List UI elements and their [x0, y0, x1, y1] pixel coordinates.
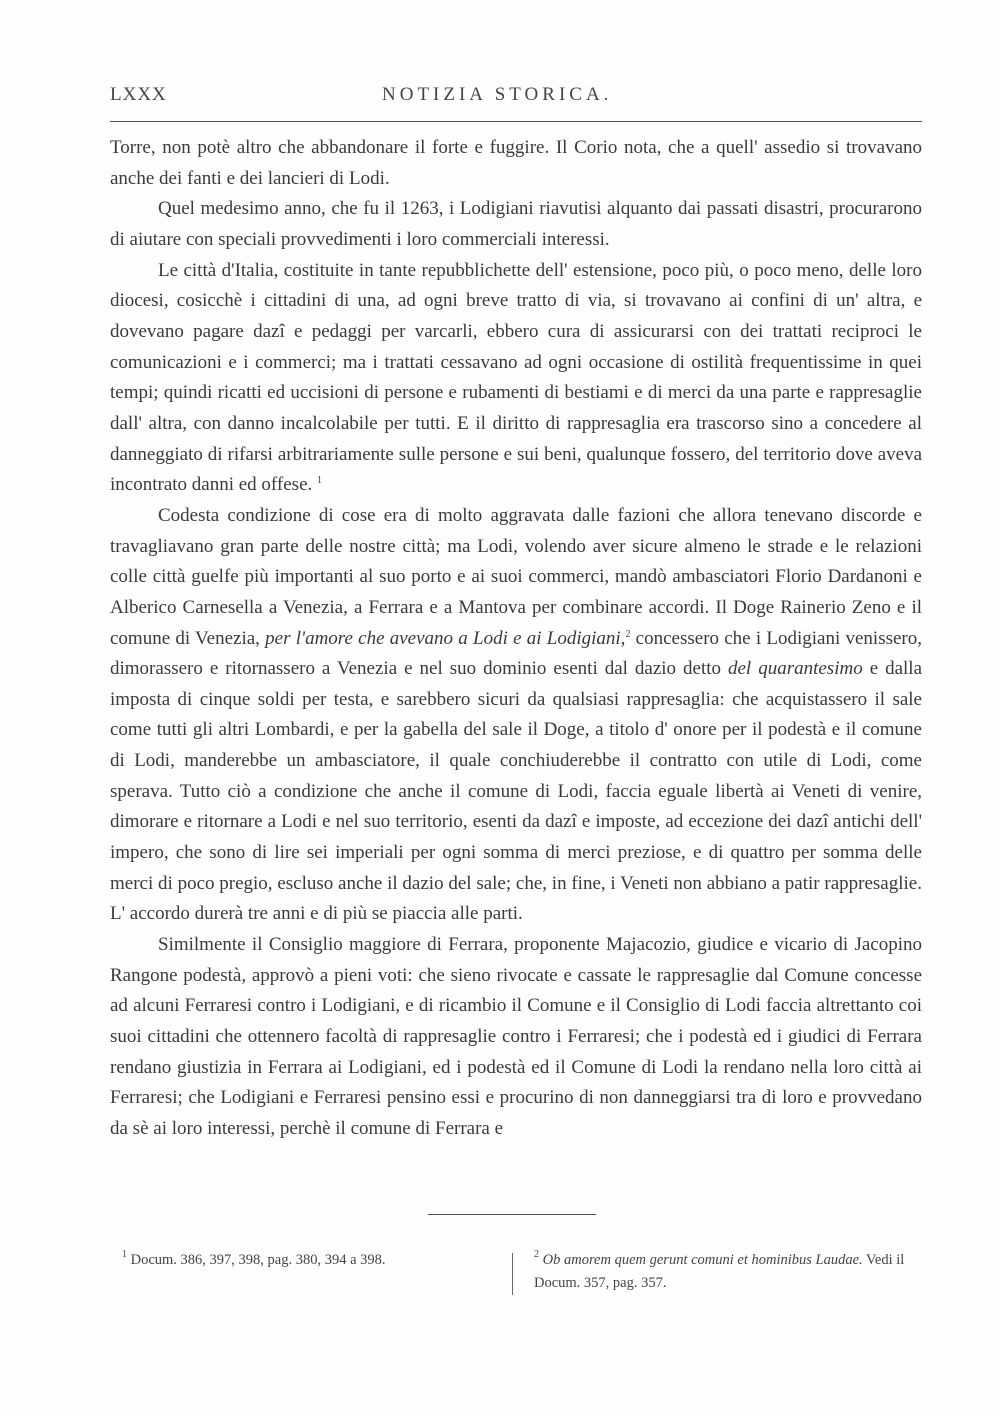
paragraph-2 — [110, 194, 922, 255]
main-text — [110, 133, 922, 1145]
paragraph-4-text-a: Codesta condizione di cose era di molto aggravata dalle fazioni che allora tenevano discorde e travagliavano gran parte delle nostre città; ma Lodi, volendo aver sicure almeno le strade e le relazioni colle città guelfe più importanti al suo porto e ai suoi commerci, mandò ambasciatori Florio Dardanoni e Alberico Carnesella a Venezia, a Ferrara e a Mantova per combinare accordi. Il Doge Rainerio Zeno e il comune di Venezia, — [110, 504, 922, 649]
footnote-2 — [534, 1249, 924, 1295]
paragraph-4 — [110, 501, 922, 930]
paragraph-3-text: Le città d'Italia, costituite in tante repubblichette dell' estensione, poco più, o poco meno, delle loro diocesi, cosicchè i cittadini di una, ad ogni breve tratto di via, si trovavano ai confini di un' altra, e dovevano pagare dazî e pedaggi per varcarli, ebbero cura di assicurarsi con dei trattati reciproci le comunicazioni e i commerci; ma i trattati cessavano ad ogni occasione di ostilità frequentissime in quei tempi; quindi ricatti ed uccisioni di persone e rubamenti di bestiami e di merci da una parte e rappresaglie dall' altra, con danno incalcolabile per tutti. E il diritto di rappresaglia era trascorso sino a concedere al danneggiato di rifarsi arbitrariamente sulle persone e sui beni, qualunque fossero, del territorio dove aveva incontrato danni ed offese. — [110, 259, 922, 496]
page-number: LXXX — [110, 84, 167, 105]
paragraph-4-quote: per l'amore che avevano a Lodi e ai Lodigiani, — [265, 627, 626, 649]
footnote-divider — [512, 1253, 513, 1295]
footnote-ref-1: 1 — [317, 475, 322, 487]
paragraph-5 — [110, 930, 922, 1145]
footnote-rule — [428, 1214, 596, 1215]
paragraph-4-text-b: concessero che i Lodigiani venissero, dimorassero e ritornassero a Venezia e nel suo dominio esenti dal dazio detto — [110, 627, 922, 680]
footnote-ref-2: 2 — [625, 628, 631, 640]
footnote-2-mark: 2 — [534, 1249, 539, 1260]
footnote-1-mark: 1 — [122, 1249, 127, 1260]
page-header — [110, 84, 922, 114]
footnote-2-text: Vedi il Docum. 357, pag. 357. — [534, 1252, 905, 1291]
paragraph-2-text: Quel medesimo anno, che fu il 1263, i Lodigiani riavutisi alquanto dai passati disastri, procurarono di aiutare con speciali provvedimenti i loro commerciali interessi. — [110, 198, 922, 250]
header-rule — [110, 121, 922, 122]
paragraph-5-text: Similmente il Consiglio maggiore di Ferrara, proponente Majacozio, giudice e vicario di Jacopino Rangone podestà, approvò a pieni voti: che sieno rivocate e cassate le rappresaglie dal Comune concesse ad alcuni Ferraresi contro i Lodigiani, e di ricambio il Comune e il Consiglio di Lodi faccia altrettanto coi suoi cittadini che ottennero facoltà di rappresaglie contro i Ferraresi; che i podestà ed i giudici di Ferrara rendano giustizia in Ferrara ai Lodigiani, ed i podestà ed il Comune di Lodi la rendano nella loro città ai Ferraresi; che Lodigiani e Ferraresi pensino essi e procurino di non danneggiarsi tra di loro e provvedano da sè ai loro interessi, perchè il comune di Ferrara e — [110, 934, 922, 1139]
running-title: NOTIZIA STORICA. — [382, 84, 613, 105]
paragraph-1 — [110, 133, 922, 194]
paragraph-3 — [110, 256, 922, 501]
paragraph-1-text: Torre, non potè altro che abbandonare il forte e fuggire. Il Corio nota, che a quell' assedio si trovavano anche dei fanti e dei lancieri di Lodi. — [110, 137, 922, 189]
footnote-2-quote: Ob amorem quem gerunt comuni et hominibus Laudae. — [542, 1252, 863, 1268]
footnotes — [110, 1249, 922, 1299]
paragraph-4-text-c: e dalla imposta di cinque soldi per testa, e sarebbero sicuri da qualsiasi rappresaglia: che acquistassero il sale come tutti gli altri Lombardi, e per la gabella del sale il Doge, a titolo d' onore per il podestà e il comune di Lodi, manderebbe un ambasciatore, il quale conchiuderebbe il contratto con utile di Lodi, come sperava. Tutto ciò a condizione che anche il comune di Lodi, faccia eguale libertà ai Veneti di venire, dimorare e ritornare a Lodi e nel suo territorio, esenti da dazî e imposte, ad eccezione dei dazî antichi dell' impero, che sono di lire sei imperiali per ogni somma di merci preziose, e di quattro per somma delle merci di poco pregio, escluso anche il dazio del sale; che, in fine, i Veneti non abbiano a patir rappresaglie. L' accordo durerà tre anni e di più se piaccia alle parti. — [110, 658, 923, 925]
footnote-1-text: Docum. 386, 397, 398, pag. 380, 394 a 398. — [130, 1252, 386, 1268]
footnote-1 — [122, 1249, 502, 1272]
paragraph-4-term: del quarantesimo — [728, 658, 863, 680]
